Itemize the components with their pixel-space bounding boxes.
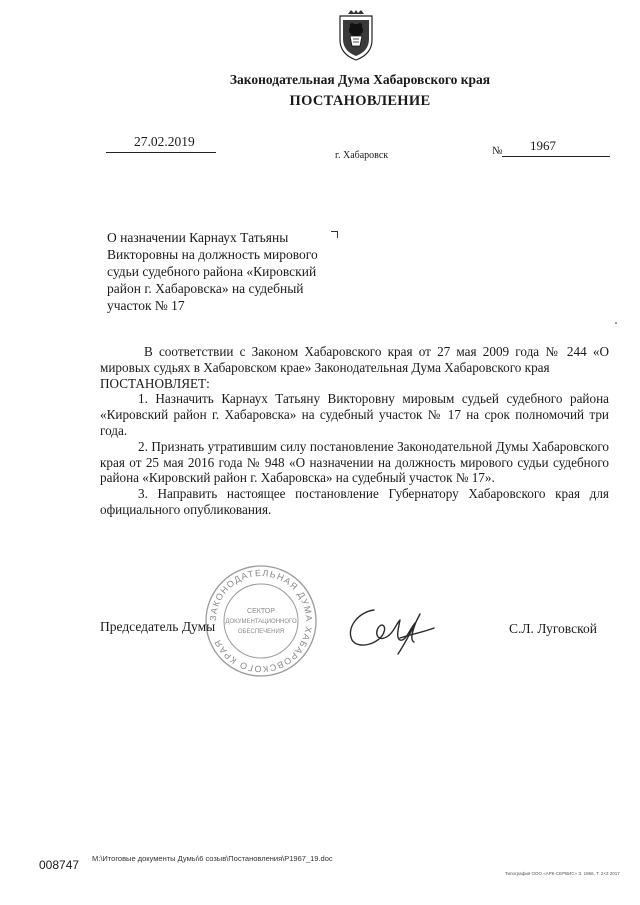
registration-number: 008747: [39, 858, 80, 872]
official-seal: [203, 563, 319, 679]
document-city: г. Хабаровск: [335, 150, 389, 161]
number-sign: №: [492, 145, 503, 157]
signer-name: С.Л. Луговской: [509, 621, 597, 636]
print-mark: Типография ООО «АРК-СЕРВИС» З. 1966, Т. 2×3 2017: [505, 871, 620, 876]
subject-line: район г. Хабаровска» на судебный: [107, 281, 304, 296]
subject-corner-mark: [331, 231, 338, 238]
subject-line: участок № 17: [107, 298, 185, 313]
document-subject: [107, 229, 331, 314]
signer-title: Председатель Думы: [100, 619, 216, 634]
scan-speck: [615, 322, 617, 324]
document-body: [100, 344, 609, 518]
preamble-paragraph: В соответствии с Законом Хабаровского края от 27 мая 2009 года № 244 «О мировых судьях в Хабаровском крае» Законодательная Дума Хабаровского края: [100, 344, 609, 375]
subject-line: судьи судебного района «Кировский: [107, 264, 317, 279]
handwritten-signature: [340, 598, 440, 658]
seal-center-line: СЕКТОР: [247, 608, 275, 615]
file-path: M:\Итоговые документы Думы\6 созыв\Постановления\P1967_19.doc: [92, 854, 333, 863]
seal-center-line: ОБЕСПЕЧЕНИЯ: [237, 629, 285, 635]
document-date: 27.02.2019: [134, 134, 195, 149]
coat-of-arms-icon: [336, 10, 376, 62]
number-underline: [502, 156, 610, 157]
organization-name: Законодательная Дума Хабаровского края: [229, 72, 491, 87]
date-underline: [106, 152, 216, 153]
resolution-item-1: 1. Назначить Карнаух Татьяну Викторовну мировым судьей судебного района «Кировский район г. Хабаровска» на судебный участок № 17 на срок полномочий три года.: [100, 391, 609, 438]
subject-line: Викторовны на должность мирового: [107, 247, 318, 262]
subject-line: О назначении Карнаух Татьяны: [107, 230, 289, 245]
document-number: 1967: [530, 138, 556, 153]
document-type: ПОСТАНОВЛЕНИЕ: [289, 93, 431, 109]
resolves-word: ПОСТАНОВЛЯЕТ:: [100, 375, 210, 391]
seal-ring-text: ЗАКОНОДАТЕЛЬНАЯ ДУМА ХАБАРОВСКОГО КРАЯ: [207, 567, 315, 675]
resolution-item-2: 2. Признать утратившим силу постановление Законодательной Думы Хабаровского края от 25 мая 2016 года № 948 «О назначении на должность мирового судьи судебного района «Кировский район г. Хабаровска» на судебный участок № 17».: [100, 438, 609, 486]
resolution-item-3: 3. Направить настоящее постановление Губернатору Хабаровского края для официального опубликования.: [100, 486, 609, 517]
seal-center-line: ДОКУМЕНТАЦИОННОГО: [225, 619, 297, 625]
